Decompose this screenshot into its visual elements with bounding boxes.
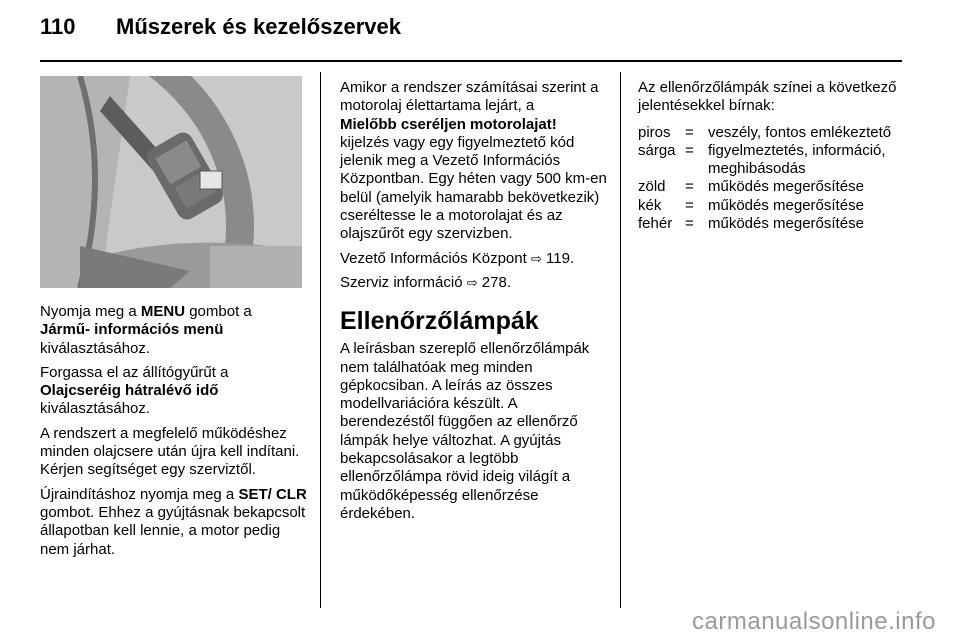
cross-reference[interactable]: Szerviz információ ⇨ 278.: [340, 273, 511, 291]
column-3: [638, 79, 904, 233]
color-name: fehér: [638, 215, 673, 233]
column-1: [40, 303, 308, 565]
watermark: carmanualsonline.info: [692, 608, 936, 635]
equals-sign: =: [685, 178, 694, 196]
section-heading: Ellenőrzőlámpák: [340, 307, 539, 336]
color-row: [638, 124, 904, 142]
color-meaning: működés megerősítése: [708, 215, 864, 233]
steering-stalk-illustration: [40, 76, 302, 288]
color-row: [638, 215, 904, 233]
equals-sign: =: [685, 123, 694, 141]
color-name: piros: [638, 123, 671, 141]
color-row: [638, 178, 904, 196]
paragraph: Amikor a rendszer számításai szerint a motorolaj élettartama lejárt, a Mielőbb cseréljen motorolajat! kijelzés vagy egy figyelmeztető kód jelenik meg a Vezető Információs Központban. Egy héten vagy 500 km-en belül (amelyik hamarabb bekövetkezik) cseréltesse le a motorolajat és az olajszűrőt egy szervizben.: [340, 79, 607, 243]
column-divider-1: [320, 72, 321, 608]
color-row: [638, 197, 904, 215]
page-number: 110: [40, 14, 76, 39]
equals-sign: =: [685, 141, 694, 159]
paragraph: A leírásban szereplő ellenőrzőlámpák nem találhatóak meg minden gépkocsiban. A leírás az összes modellvariációra készült. A berendezéstől függően az ellenőrző lámpák helye változhat. A gyújtás bekapcsolásakor a legtöbb ellenőrzőlámpa rövid ideig világít a működőképesség ellenőrzése érdekében.: [340, 340, 590, 522]
color-name: kék: [638, 196, 662, 214]
header-rule: [40, 60, 902, 62]
color-meaning: működés megerősítése: [708, 196, 864, 214]
color-meaning: figyelmeztetés, információ, meghibásodás: [708, 141, 886, 178]
color-meaning: veszély, fontos emlékeztető: [708, 123, 892, 141]
column-2: [340, 79, 608, 529]
column-divider-2: [620, 72, 621, 608]
set-clr-button-label: SET/ CLR: [238, 485, 307, 503]
page-ref-arrow-icon: ⇨: [466, 274, 478, 290]
equals-sign: =: [685, 196, 694, 214]
equals-sign: =: [685, 215, 694, 233]
color-meaning-table: [638, 124, 904, 234]
page-header: [40, 14, 401, 40]
paragraph: Az ellenőrzőlámpák színei a következő jelentésekkel bírnak:: [638, 79, 897, 115]
paragraph: Nyomja meg a MENU gombot a Jármű- információs menü kiválasztásához.: [40, 303, 252, 357]
page-ref-arrow-icon: ⇨: [530, 250, 542, 266]
page-title: Műszerek és kezelőszervek: [116, 14, 401, 39]
color-meaning: működés megerősítése: [708, 178, 864, 196]
cross-reference[interactable]: Vezető Információs Központ ⇨ 119.: [340, 249, 575, 267]
menu-button-label: MENU: [140, 303, 186, 320]
stalk-photo: [40, 76, 302, 288]
paragraph: Forgassa el az állítógyűrűt a Olajcseréig hátralévő idő kiválasztásához.: [40, 363, 229, 418]
color-name: zöld: [638, 178, 666, 196]
color-row: [638, 142, 904, 179]
paragraph: A rendszert a megfelelő működéshez minden olajcsere után újra kell indítani. Kérjen segítséget egy szerviztől.: [40, 424, 300, 479]
paragraph: Újraindításhoz nyomja meg a SET/ CLR gombot. Ehhez a gyújtásnak bekapcsolt állapotban kell lennie, a motor pedig nem járhat.: [40, 485, 307, 558]
color-name: sárga: [638, 141, 676, 159]
